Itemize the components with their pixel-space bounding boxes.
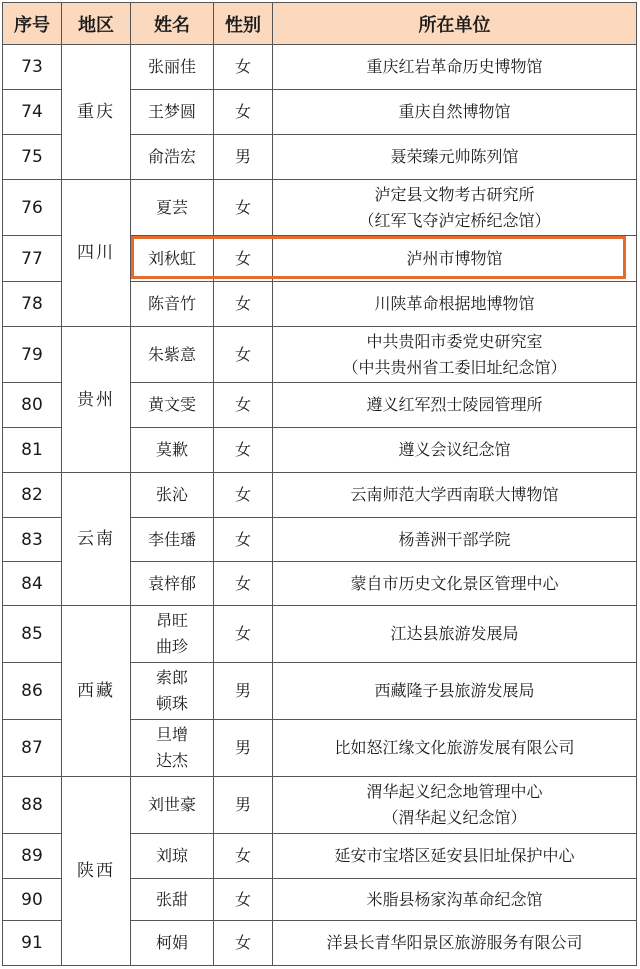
- name-line-1: 昂旺: [155, 611, 188, 630]
- row-unit: 比如怒江缘文化旅游发展有限公司: [273, 720, 637, 777]
- unit-line-1: 泸定县文物考古研究所: [374, 184, 535, 204]
- row-index: 83: [3, 518, 62, 562]
- row-unit: 重庆红岩革命历史博物馆: [273, 45, 637, 90]
- row-unit: 西藏隆子县旅游发展局: [273, 663, 637, 720]
- region-cell: 云南: [62, 473, 131, 606]
- row-gender: 女: [214, 45, 273, 90]
- name-line-2: 顿珠: [155, 694, 188, 713]
- header-unit: 所在单位: [273, 3, 637, 45]
- row-gender: 女: [214, 428, 273, 473]
- row-unit: 重庆自然博物馆: [273, 90, 637, 135]
- table-row: [3, 327, 637, 383]
- row-gender: 女: [214, 236, 273, 282]
- row-name: 朱紫意: [131, 327, 214, 383]
- row-gender: 女: [214, 879, 273, 921]
- header-name: 姓名: [131, 3, 214, 45]
- row-name: 莫歉: [131, 428, 214, 473]
- row-name: 张甜: [131, 879, 214, 921]
- row-gender: 女: [214, 383, 273, 428]
- row-unit: 云南师范大学西南联大博物馆: [273, 473, 637, 518]
- row-index: 88: [3, 777, 62, 834]
- unit-line-1: 渭华起义纪念地管理中心: [366, 782, 543, 801]
- row-index: 85: [3, 606, 62, 663]
- row-index: 81: [3, 428, 62, 473]
- row-index: 82: [3, 473, 62, 518]
- row-unit: 延安市宝塔区延安县旧址保护中心: [273, 834, 637, 879]
- header-index: 序号: [3, 3, 62, 45]
- row-name: [131, 606, 214, 663]
- row-unit: 泸州市博物馆: [273, 236, 637, 282]
- row-name: 刘世豪: [131, 777, 214, 834]
- row-gender: 男: [214, 777, 273, 834]
- row-index: 75: [3, 135, 62, 180]
- name-line-1: 旦增: [155, 725, 188, 744]
- row-unit: 蒙自市历史文化景区管理中心: [273, 562, 637, 606]
- unit-line-2: （渭华起义纪念馆）: [382, 808, 527, 827]
- row-name: 张沁: [131, 473, 214, 518]
- table-row: [3, 45, 637, 90]
- row-index: 74: [3, 90, 62, 135]
- row-index: 80: [3, 383, 62, 428]
- row-unit: 杨善洲干部学院: [273, 518, 637, 562]
- header-region: 地区: [62, 3, 131, 45]
- staff-table: [2, 2, 637, 966]
- name-line-2: 达杰: [155, 751, 188, 770]
- row-name: 袁梓郁: [131, 562, 214, 606]
- row-name: 柯娟: [131, 921, 214, 966]
- row-name: 李佳璠: [131, 518, 214, 562]
- row-index: 77: [3, 236, 62, 282]
- row-name: 刘秋虹: [131, 236, 214, 282]
- row-unit: [273, 180, 637, 236]
- row-index: 73: [3, 45, 62, 90]
- row-index: 87: [3, 720, 62, 777]
- row-index: 86: [3, 663, 62, 720]
- name-line-1: 索郎: [155, 668, 188, 687]
- row-index: 89: [3, 834, 62, 879]
- header-gender: 性别: [214, 3, 273, 45]
- row-gender: 女: [214, 282, 273, 327]
- row-index: 90: [3, 879, 62, 921]
- row-gender: 男: [214, 135, 273, 180]
- region-cell: 重庆: [62, 45, 131, 180]
- row-gender: 男: [214, 720, 273, 777]
- row-name: [131, 720, 214, 777]
- region-cell: 陕西: [62, 777, 131, 966]
- row-index: 91: [3, 921, 62, 966]
- row-index: 84: [3, 562, 62, 606]
- region-cell: 贵州: [62, 327, 131, 473]
- unit-line-2: （中共贵州省工委旧址纪念馆）: [342, 357, 567, 377]
- row-unit: 米脂县杨家沟革命纪念馆: [273, 879, 637, 921]
- row-gender: 女: [214, 90, 273, 135]
- row-gender: 女: [214, 180, 273, 236]
- table-row: [3, 606, 637, 663]
- table-row: [3, 473, 637, 518]
- row-name: 王梦圆: [131, 90, 214, 135]
- row-index: 79: [3, 327, 62, 383]
- row-unit: [273, 777, 637, 834]
- table-row: [3, 777, 637, 834]
- row-name: 黄文雯: [131, 383, 214, 428]
- row-name: 俞浩宏: [131, 135, 214, 180]
- row-gender: 女: [214, 327, 273, 383]
- row-gender: 女: [214, 921, 273, 966]
- row-name: 夏芸: [131, 180, 214, 236]
- row-unit: 洋县长青华阳景区旅游服务有限公司: [273, 921, 637, 966]
- header-row: [3, 3, 637, 45]
- row-gender: 女: [214, 518, 273, 562]
- row-name: [131, 663, 214, 720]
- row-unit: [273, 327, 637, 383]
- unit-line-1: 中共贵阳市委党史研究室: [366, 331, 543, 351]
- row-unit: 江达县旅游发展局: [273, 606, 637, 663]
- row-unit: 遵义红军烈士陵园管理所: [273, 383, 637, 428]
- row-name: 陈音竹: [131, 282, 214, 327]
- row-name: 刘琼: [131, 834, 214, 879]
- region-cell: 四川: [62, 180, 131, 327]
- region-cell: 西藏: [62, 606, 131, 777]
- table-row: [3, 180, 637, 236]
- row-gender: 女: [214, 473, 273, 518]
- row-unit: 聂荣臻元帅陈列馆: [273, 135, 637, 180]
- row-unit: 川陕革命根据地博物馆: [273, 282, 637, 327]
- name-line-2: 曲珍: [155, 637, 188, 656]
- row-gender: 男: [214, 663, 273, 720]
- row-gender: 女: [214, 606, 273, 663]
- row-name: 张丽佳: [131, 45, 214, 90]
- row-index: 78: [3, 282, 62, 327]
- row-unit: 遵义会议纪念馆: [273, 428, 637, 473]
- row-index: 76: [3, 180, 62, 236]
- row-gender: 女: [214, 562, 273, 606]
- unit-line-2: （红军飞夺泸定桥纪念馆）: [358, 210, 551, 230]
- row-gender: 女: [214, 834, 273, 879]
